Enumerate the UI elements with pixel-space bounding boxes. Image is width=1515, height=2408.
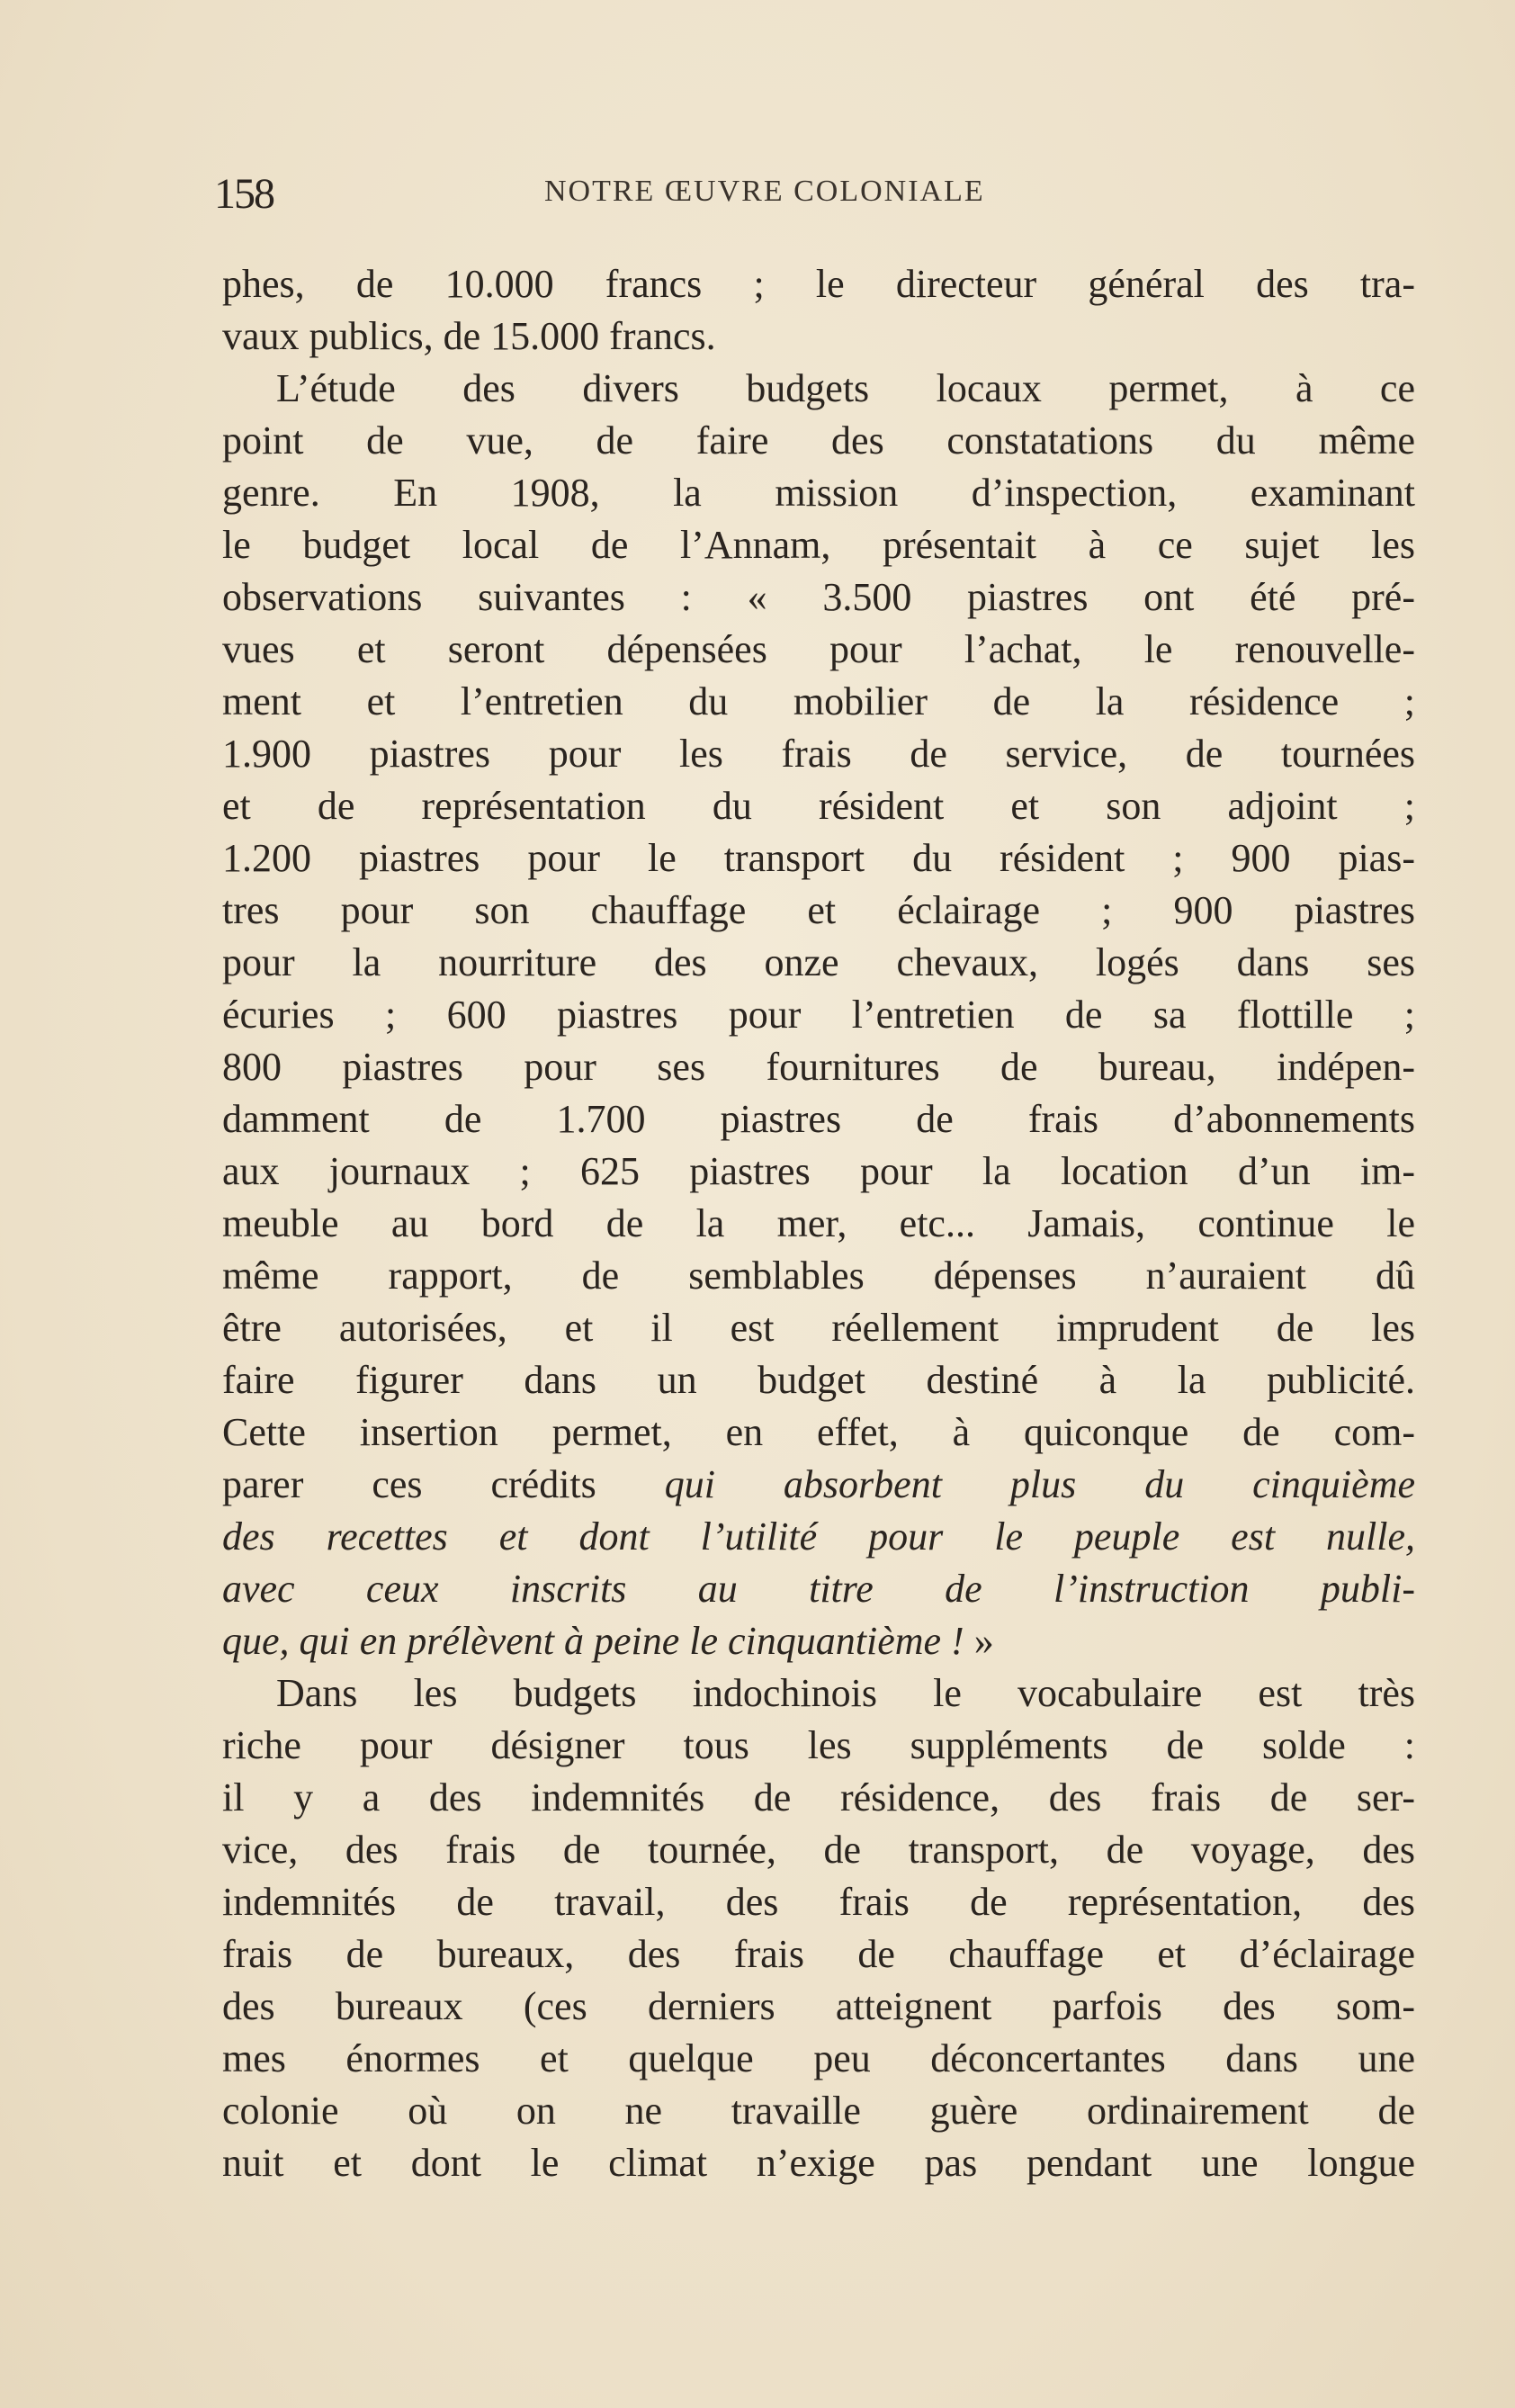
text-line (222, 1250, 1415, 1302)
text-run: point de vue, de faire des constatations du même (222, 418, 1415, 463)
italic-text: qui absorbent plus du cinquième (664, 1462, 1415, 1506)
text-run: L’étude des divers budgets locaux permet, à ce (276, 366, 1415, 410)
text-line (222, 1093, 1415, 1146)
text-line (222, 676, 1415, 728)
text-run: vues et seront dépensées pour l’achat, le renouvelle- (222, 627, 1415, 671)
text-run: aux journaux ; 625 piastres pour la location d’un im- (222, 1149, 1415, 1193)
text-run: il y a des indemnités de résidence, des frais de ser- (222, 1775, 1415, 1819)
text-run: vice, des frais de tournée, de transport, de voyage, des (222, 1828, 1415, 1872)
running-title: NOTRE ŒUVRE COLONIALE (544, 175, 985, 208)
text-line (222, 1198, 1415, 1250)
italic-text: que, qui en prélèvent à peine le cinquantième ! (222, 1619, 964, 1663)
text-line (222, 1302, 1415, 1354)
text-run: des bureaux (ces derniers atteignent parfois des som- (222, 1984, 1415, 2028)
text-line (222, 1772, 1415, 1824)
text-line (222, 1720, 1415, 1772)
text-line (222, 310, 1415, 363)
text-line (222, 937, 1415, 989)
text-run: nuit et dont le climat n’exige pas pendant une longue (222, 2141, 1415, 2185)
text-run: Cette insertion permet, en effet, à quiconque de com- (222, 1410, 1415, 1454)
italic-text: des recettes et dont l’utilité pour le peuple est nulle, (222, 1514, 1415, 1559)
text-run: mes énormes et quelque peu déconcertantes dans une (222, 2036, 1415, 2080)
body-text (222, 258, 1415, 2189)
text-run: faire figurer dans un budget destiné à la publicité. (222, 1358, 1415, 1402)
text-run: écuries ; 600 piastres pour l’entretien de sa flottille ; (222, 993, 1415, 1037)
text-line (222, 1563, 1415, 1615)
text-run: observations suivantes : « 3.500 piastres ont été pré- (222, 575, 1415, 619)
text-line (222, 2137, 1415, 2189)
text-line (222, 1146, 1415, 1198)
text-line (222, 1354, 1415, 1406)
text-run: colonie où on ne travaille guère ordinairement de (222, 2089, 1415, 2133)
text-run: » (964, 1619, 994, 1663)
text-line (222, 363, 1415, 415)
text-run: riche pour désigner tous les suppléments de solde : (222, 1723, 1415, 1767)
text-run: 1.200 piastres pour le transport du résident ; 900 pias- (222, 836, 1415, 880)
text-run: 1.900 piastres pour les frais de service, de tournées (222, 732, 1415, 776)
text-run: ment et l’entretien du mobilier de la résidence ; (222, 679, 1415, 723)
text-line (222, 624, 1415, 676)
text-line (222, 832, 1415, 885)
text-run: meuble au bord de la mer, etc... Jamais, continue le (222, 1201, 1415, 1245)
text-run: Dans les budgets indochinois le vocabulaire est très (276, 1671, 1415, 1715)
text-line (222, 467, 1415, 519)
text-line (222, 1981, 1415, 2033)
text-line (222, 1928, 1415, 1981)
text-run: frais de bureaux, des frais de chauffage et d’éclairage (222, 1932, 1415, 1976)
text-line (222, 1876, 1415, 1928)
text-run: indemnités de travail, des frais de représentation, des (222, 1880, 1415, 1924)
italic-text: avec ceux inscrits au titre de l’instruction publi- (222, 1567, 1415, 1611)
text-line (222, 258, 1415, 310)
text-run: le budget local de l’Annam, présentait à ce sujet les (222, 523, 1415, 567)
text-line (222, 989, 1415, 1041)
text-run: vaux publics, de 15.000 francs. (222, 314, 716, 358)
text-run: tres pour son chauffage et éclairage ; 900 piastres (222, 888, 1415, 932)
text-line (222, 571, 1415, 624)
text-line (222, 1667, 1415, 1720)
text-line (222, 415, 1415, 467)
text-line (222, 1459, 1415, 1511)
text-run: 800 piastres pour ses fournitures de bureau, indépen- (222, 1045, 1415, 1089)
text-line (222, 1041, 1415, 1093)
text-line (222, 885, 1415, 937)
text-run: même rapport, de semblables dépenses n’auraient dû (222, 1253, 1415, 1298)
text-run: damment de 1.700 piastres de frais d’abonnements (222, 1097, 1415, 1141)
text-line (222, 1824, 1415, 1876)
page-number: 158 (214, 170, 273, 218)
text-line (222, 1511, 1415, 1563)
text-line (222, 1406, 1415, 1459)
text-line (222, 2033, 1415, 2085)
text-line (222, 780, 1415, 832)
text-line (222, 519, 1415, 571)
text-run: parer ces crédits (222, 1462, 665, 1506)
text-run: et de représentation du résident et son adjoint ; (222, 784, 1415, 828)
text-run: pour la nourriture des onze chevaux, logés dans ses (222, 940, 1415, 984)
text-run: être autorisées, et il est réellement imprudent de les (222, 1306, 1415, 1350)
text-line (222, 728, 1415, 780)
text-run: genre. En 1908, la mission d’inspection, examinant (222, 471, 1415, 515)
text-line (222, 1615, 1415, 1667)
text-line (222, 2085, 1415, 2137)
text-run: phes, de 10.000 francs ; le directeur général des tra- (222, 262, 1415, 306)
